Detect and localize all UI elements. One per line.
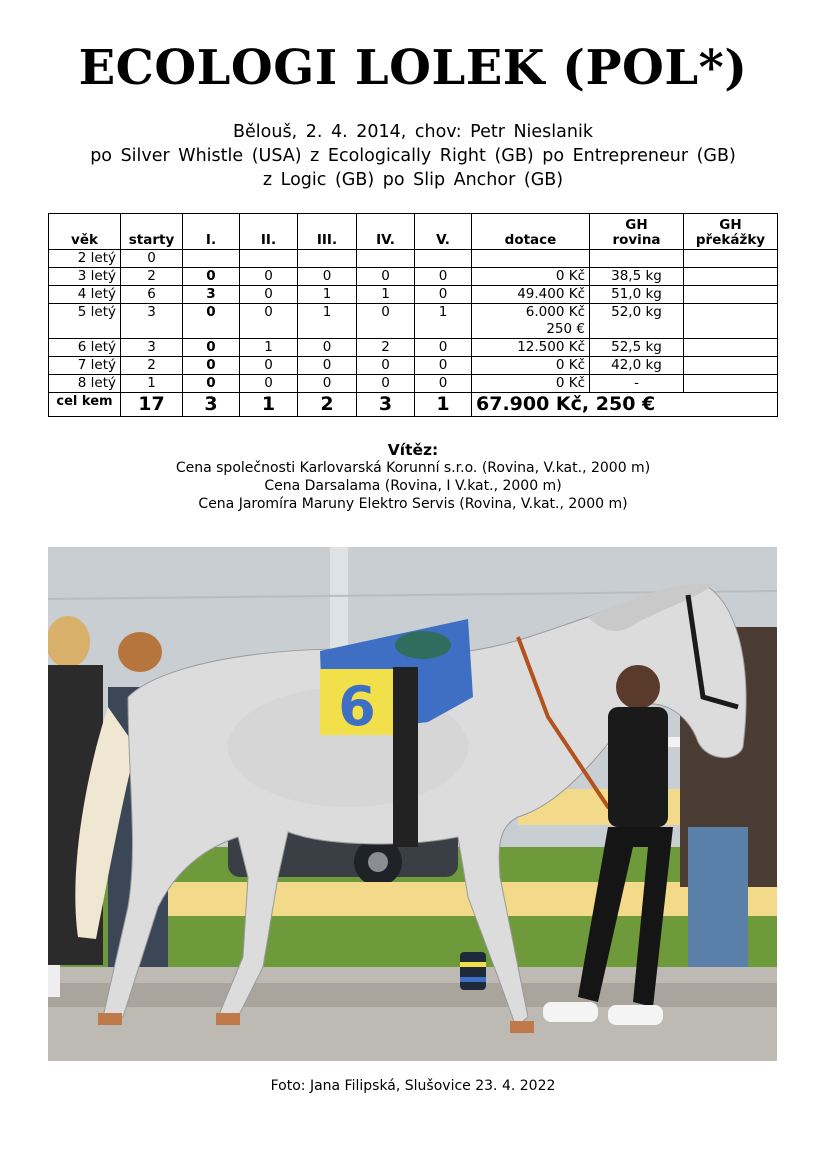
cell-prize: 0 Kč xyxy=(472,375,590,393)
spectator xyxy=(48,616,90,668)
cell-p4: 0 xyxy=(357,304,415,339)
horse-photo-illustration xyxy=(48,547,777,1061)
total-p1: 3 xyxy=(183,393,240,417)
cell-p2: 0 xyxy=(240,286,298,304)
table-row xyxy=(49,250,778,268)
cell-p2 xyxy=(240,250,298,268)
photo-caption: Foto: Jana Filipská, Slušovice 23. 4. 2022 xyxy=(270,1078,556,1094)
cell-starts: 2 xyxy=(121,268,183,286)
cell-p2: 0 xyxy=(240,304,298,339)
cell-p4: 0 xyxy=(357,357,415,375)
cell-starts: 6 xyxy=(121,286,183,304)
total-prize: 67.900 Kč, 250 € xyxy=(472,393,778,417)
prize-eur: 250 € xyxy=(546,321,585,337)
col-gh-jump xyxy=(684,214,778,250)
cell-age: 2 letý xyxy=(49,250,121,268)
cell-p4 xyxy=(357,250,415,268)
cell-p3: 1 xyxy=(298,304,357,339)
cell-age: 5 letý xyxy=(49,304,121,339)
cell-starts: 3 xyxy=(121,339,183,357)
cell-p2: 1 xyxy=(240,339,298,357)
col-place-2: II. xyxy=(240,214,298,250)
cell-p1: 0 xyxy=(183,304,240,339)
cell-p1: 0 xyxy=(183,339,240,357)
winner-heading: Vítěz: xyxy=(387,441,439,459)
cell-p5: 0 xyxy=(415,339,472,357)
cell-p1: 0 xyxy=(183,268,240,286)
cell-prize: 49.400 Kč xyxy=(472,286,590,304)
cell-p3 xyxy=(298,250,357,268)
cell-starts: 3 xyxy=(121,304,183,339)
cell-gh-jump xyxy=(684,375,778,393)
cell-p5 xyxy=(415,250,472,268)
cell-gh-flat: 42,0 kg xyxy=(590,357,684,375)
cell-p3: 1 xyxy=(298,286,357,304)
total-p2: 1 xyxy=(240,393,298,417)
col-gh-flat-line1: GH xyxy=(625,217,648,233)
table-header-row xyxy=(49,214,778,250)
cell-p4: 2 xyxy=(357,339,415,357)
cell-gh-flat: 38,5 kg xyxy=(590,268,684,286)
cell-p3: 0 xyxy=(298,268,357,286)
cell-p2: 0 xyxy=(240,357,298,375)
cell-age: 6 letý xyxy=(49,339,121,357)
total-p3: 2 xyxy=(298,393,357,417)
cell-gh-jump xyxy=(684,304,778,339)
cell-age: 7 letý xyxy=(49,357,121,375)
prize-czk: 6.000 Kč xyxy=(525,304,585,320)
cell-gh-jump xyxy=(684,250,778,268)
cell-starts: 0 xyxy=(121,250,183,268)
cell-gh-flat: 52,5 kg xyxy=(590,339,684,357)
cell-gh-flat xyxy=(590,250,684,268)
winner-race: Cena Darsalama (Rovina, I V.kat., 2000 m) xyxy=(264,478,562,494)
horse-name-title: ECOLOGI LOLEK (POL*) xyxy=(78,40,748,96)
cell-prize: 12.500 Kč xyxy=(472,339,590,357)
cell-age: 4 letý xyxy=(49,286,121,304)
table-row xyxy=(49,268,778,286)
cell-p3: 0 xyxy=(298,357,357,375)
winner-section xyxy=(0,441,826,513)
cell-p5: 0 xyxy=(415,286,472,304)
col-age: věk xyxy=(49,214,121,250)
winner-race: Cena Jaromíra Maruny Elektro Servis (Rovina, V.kat., 2000 m) xyxy=(198,496,628,512)
birth-breeder-line: Bělouš, 2. 4. 2014, chov: Petr Nieslanik xyxy=(233,122,593,142)
cell-p2: 0 xyxy=(240,268,298,286)
cell-age: 8 letý xyxy=(49,375,121,393)
cell-starts: 1 xyxy=(121,375,183,393)
table-row xyxy=(49,375,778,393)
cell-p4: 1 xyxy=(357,286,415,304)
cell-p3: 0 xyxy=(298,339,357,357)
cell-p4: 0 xyxy=(357,375,415,393)
cell-gh-flat: 51,0 kg xyxy=(590,286,684,304)
col-prize: dotace xyxy=(472,214,590,250)
cell-prize: 0 Kč xyxy=(472,268,590,286)
total-p4: 3 xyxy=(357,393,415,417)
cell-prize xyxy=(472,250,590,268)
table-row xyxy=(49,286,778,304)
cell-gh-jump xyxy=(684,268,778,286)
saddlecloth-number: 6 xyxy=(338,675,376,738)
total-starts: 17 xyxy=(121,393,183,417)
cell-p5: 0 xyxy=(415,375,472,393)
cell-p1 xyxy=(183,250,240,268)
cell-prize: 0 Kč xyxy=(472,357,590,375)
col-place-3: III. xyxy=(298,214,357,250)
horse-photo xyxy=(48,547,777,1061)
cell-gh-jump xyxy=(684,357,778,375)
total-p5: 1 xyxy=(415,393,472,417)
cell-p3: 0 xyxy=(298,375,357,393)
cell-p1: 3 xyxy=(183,286,240,304)
cell-gh-jump xyxy=(684,339,778,357)
pedigree-line-2: z Logic (GB) po Slip Anchor (GB) xyxy=(262,170,564,190)
cell-p5: 0 xyxy=(415,268,472,286)
cell-p1: 0 xyxy=(183,375,240,393)
race-stats-table xyxy=(48,213,778,417)
table-row xyxy=(49,357,778,375)
col-gh-flat-line2: rovina xyxy=(612,232,661,248)
table-row xyxy=(49,304,778,339)
col-place-1: I. xyxy=(183,214,240,250)
col-place-4: IV. xyxy=(357,214,415,250)
fence-yellow-bottom xyxy=(138,882,777,916)
pedigree-line-1: po Silver Whistle (USA) z Ecologically Right (GB) po Entrepreneur (GB) xyxy=(90,146,736,166)
col-gh-jump-line2: překážky xyxy=(695,232,766,248)
cell-p2: 0 xyxy=(240,375,298,393)
horse-info xyxy=(0,120,826,192)
table-row xyxy=(49,339,778,357)
table-total-row xyxy=(49,393,778,417)
col-gh-jump-line1: GH xyxy=(719,217,742,233)
cell-gh-jump xyxy=(684,286,778,304)
cell-age: 3 letý xyxy=(49,268,121,286)
col-starts: starty xyxy=(121,214,183,250)
cell-p1: 0 xyxy=(183,357,240,375)
ground xyxy=(48,967,777,1061)
cell-p4: 0 xyxy=(357,268,415,286)
col-gh-flat xyxy=(590,214,684,250)
cell-gh-flat: 52,0 kg xyxy=(590,304,684,339)
cell-p5: 0 xyxy=(415,357,472,375)
cell-p5: 1 xyxy=(415,304,472,339)
cell-prize xyxy=(472,304,590,339)
total-label: cel kem xyxy=(49,393,121,417)
cell-gh-flat: - xyxy=(590,375,684,393)
col-place-5: V. xyxy=(415,214,472,250)
cell-starts: 2 xyxy=(121,357,183,375)
winner-race: Cena společnosti Karlovarská Korunní s.r.o. (Rovina, V.kat., 2000 m) xyxy=(175,460,651,476)
